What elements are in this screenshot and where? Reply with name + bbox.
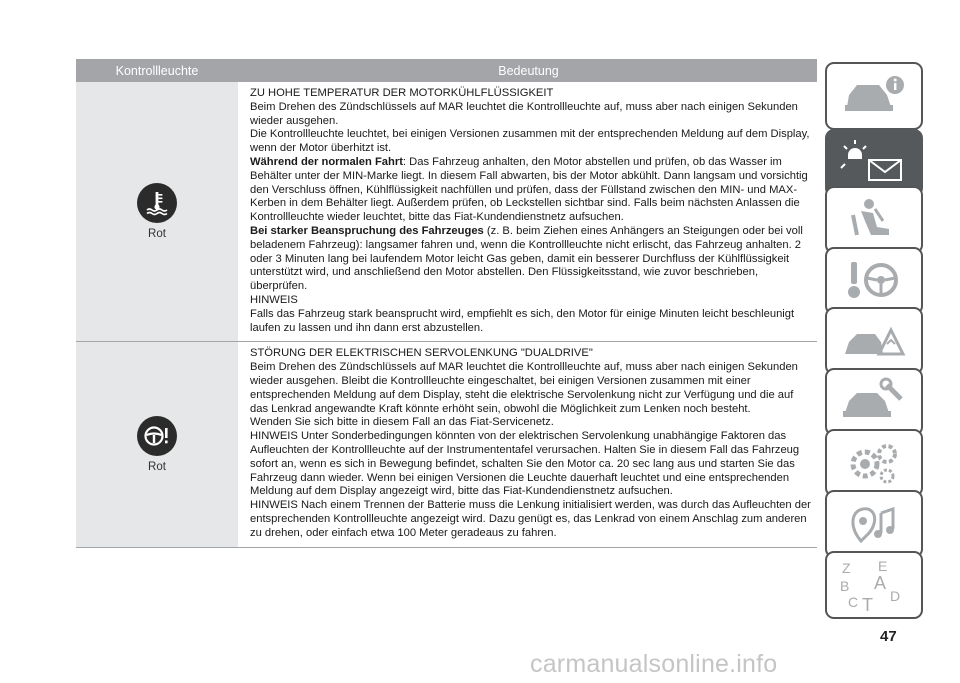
bold-lead: Während der normalen Fahrt (250, 155, 403, 168)
table-header (76, 59, 817, 82)
paragraph: HINWEIS Unter Sonderbedingungen könnten von der elektrischen Servolenkung unabhängige Faktoren das Aufleuchten der Kontrollleuchte auf der Instrumententafel verursachen. Halten Sie in diesem Fall das Fahrzeug sofort an, wenn es sich in Bewegung befindet, schalten Sie den Motor ca. 20 sec lang aus und starten Sie das Fahrzeug dann wieder. Wenn bei einigen Versionen die Leuchte dauerhaft leuchtet und eine entsprechenden Meldung auf dem Display angezeigt wird, bitte das Fiat-Kundendienstnetz aufsuchen. (250, 430, 800, 498)
bold-lead: Bei starker Beanspruchung des Fahrzeuges (250, 224, 484, 237)
paragraph: HINWEIS Nach einem Trennen der Batterie muss die Lenkung initialisiert werden, was durch das Aufleuchten der entsprechenden Kontrollleuchte angezeigt wird. Dazu genügt es, das Lenkrad von einem Anschlag zum anderen zu drehen, oder einfach etwa 100 Meter geradeaus zu fahren. (250, 499, 811, 539)
warning-light-cell (76, 342, 238, 546)
warning-title: STÖRUNG DER ELEKTRISCHEN SERVOLENKUNG "DUALDRIVE" (250, 347, 593, 360)
tab-emergency[interactable] (825, 307, 923, 375)
header-kontrollleuchte: Kontrollleuchte (115, 63, 199, 78)
tab-car-info[interactable] (825, 62, 923, 130)
tab-service[interactable] (825, 368, 923, 436)
table-row (76, 342, 817, 547)
table-row (76, 82, 817, 342)
index-letter: C (848, 594, 859, 610)
car-service-wrench-icon (839, 377, 909, 427)
tab-starting-driving[interactable] (825, 247, 923, 315)
paragraph: Beim Drehen des Zündschlüssels auf MAR leuchtet die Kontrollleuchte auf, muss aber nach einigen Sekunden wieder ausgehen. (250, 100, 798, 127)
tab-safety[interactable] (825, 186, 923, 254)
paragraph (250, 156, 811, 225)
warning-lights-envelope-icon (839, 138, 909, 188)
paragraph: Die Kontrollleuchte leuchtet, bei einigen Versionen zusammen mit der entsprechenden Meldung auf dem Display, wenn der Motor überhitzt ist. (250, 128, 810, 155)
warning-light-cell (76, 82, 238, 341)
meaning-cell (238, 342, 817, 546)
car-warning-triangle-icon (839, 316, 909, 366)
tab-technical-data[interactable] (825, 429, 923, 497)
index-letter: D (890, 588, 901, 604)
paragraph: Wenden Sie sich bitte in diesem Fall an das Fiat-Servicenetz. (250, 416, 554, 429)
paragraph (250, 225, 811, 294)
header-bedeutung: Bedeutung (498, 63, 559, 78)
paragraph: Beim Drehen des Zündschlüssels auf MAR leuchtet die Kontrollleuchte auf, muss aber nach einigen Sekunden wieder ausgehen. Bleibt die Kontrollleuchte eingeschaltet, bei einigen Versionen zusammen mit einer entsprechenden Meldung auf dem Display, steht die elektrische Servolenkung nicht zur Verfügung und die auf das Lenkrad angewandte Kraft könnte erhöht sein, obwohl die Möglichkeit zum Lenken noch besteht. (250, 361, 798, 415)
coolant-temperature-icon (137, 183, 177, 223)
note-heading: HINWEIS (250, 293, 298, 306)
steering-wheel-warning-icon (137, 416, 177, 456)
paragraph: Falls das Fahrzeug stark beansprucht wird, empfiehlt es sich, den Motor für einige Minuten leicht beschleunigt laufen zu lassen und ihn dann erst abzustellen. (250, 307, 795, 334)
warning-lights-table (76, 59, 817, 548)
paragraph-text: : Das Fahrzeug anhalten, den Motor abstellen und prüfen, ob das Wasser im Behälter unter der MIN-Marke liegt. In diesem Fall abwarten, bis der Motor abkühlt. Dann langsam und vorsichtig den Verschluss öffnen, Kühlflüssigkeit nachfüllen und prüfen, dass der Füllstand zwischen den MIN- und MAX-Kerben in dem Behälter liegt. Außerdem prüfen, ob Leckstellen sichtbar sind. Falls beim nächsten Anlassen die Kontrollleuchte wieder leuchtet, bitte das Fiat-Kundendienstnetz aufsuchen. (250, 155, 808, 224)
index-letter: A (874, 573, 887, 593)
index-letter: Z (842, 560, 851, 576)
tab-multimedia[interactable] (825, 490, 923, 558)
meaning-cell (238, 82, 817, 341)
tab-index[interactable] (825, 551, 923, 619)
music-navigation-icon (839, 499, 909, 549)
car-info-icon (839, 71, 909, 121)
color-label: Rot (148, 228, 166, 241)
key-steering-wheel-icon (839, 256, 909, 306)
index-letter: T (862, 595, 873, 613)
seat-airbag-icon (839, 195, 909, 245)
alphabet-index-icon (834, 557, 914, 613)
paragraph-text: (z. B. beim Ziehen eines Anhängers an Steigungen oder bei voll beladenem Fahrzeug): langsamer fahren und, wenn die Kontrollleuchte nicht erlischt, das Fahrzeug anhalten. 2 oder 3 Minuten lang bei laufendem Motor leicht Gas geben, damit ein besserer Durchfluss der Kühlflüssigkeit unterstützt wird, und anschließend den Motor abstellen. Den Flüssigkeitsstand, wie zuvor beschrieben, überprüfen. (250, 224, 803, 293)
index-letter: E (878, 558, 888, 574)
watermark: carmanualsonline.info (530, 650, 778, 678)
gears-icon (839, 438, 909, 488)
color-label: Rot (148, 460, 166, 473)
warning-title: ZU HOHE TEMPERATUR DER MOTORKÜHLFLÜSSIGKEIT (250, 87, 554, 99)
index-letter: B (840, 578, 850, 594)
page-number: 47 (880, 628, 897, 645)
